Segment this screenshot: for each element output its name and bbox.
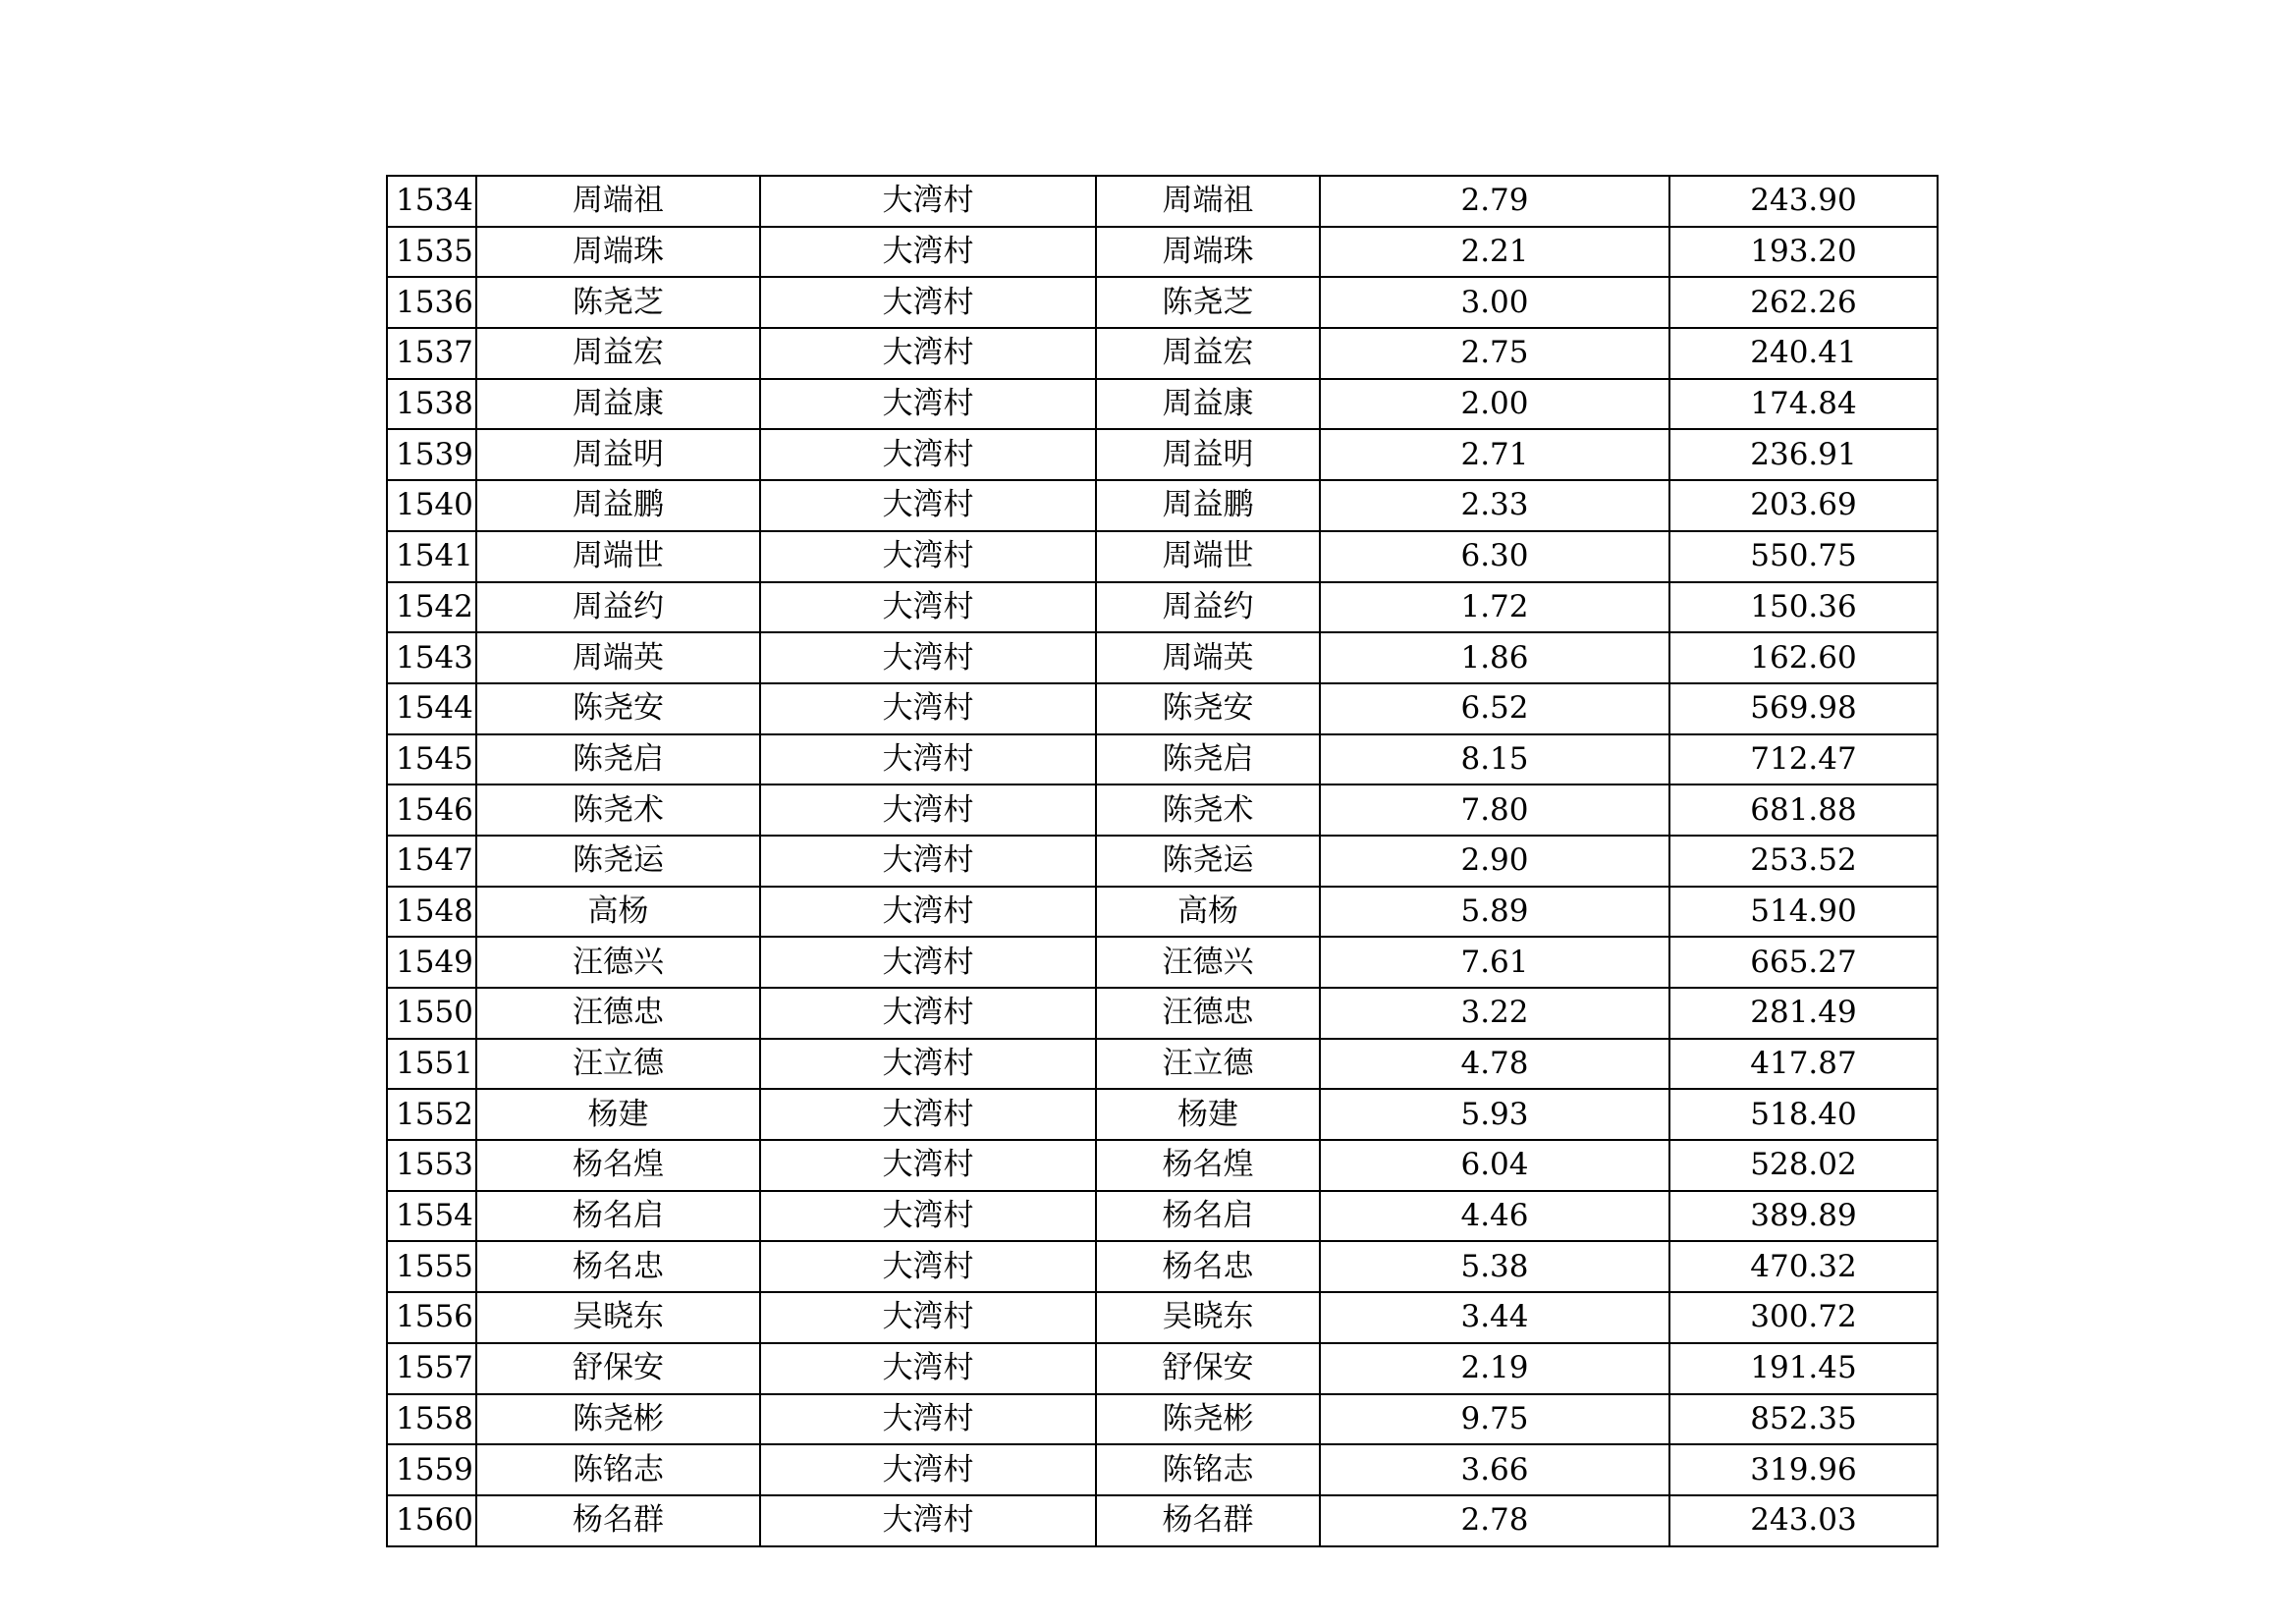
table-row: [387, 1292, 1938, 1343]
area-cell: 2.79: [1320, 176, 1669, 227]
table-row: [387, 784, 1938, 836]
village-cell: 大湾村: [760, 531, 1096, 582]
table-row: [387, 1140, 1938, 1191]
village-cell: 大湾村: [760, 937, 1096, 988]
row-number-cell: 1560: [387, 1495, 476, 1546]
amount-cell: 162.60: [1669, 632, 1938, 683]
name-cell: 陈尧术: [476, 784, 760, 836]
holder-cell: 高杨: [1096, 887, 1320, 938]
village-cell: 大湾村: [760, 734, 1096, 785]
table-row: [387, 1089, 1938, 1140]
holder-cell: 汪立德: [1096, 1039, 1320, 1090]
table-row: [387, 1394, 1938, 1445]
row-number-cell: 1555: [387, 1241, 476, 1292]
table-row: [387, 429, 1938, 480]
area-cell: 9.75: [1320, 1394, 1669, 1445]
row-number-cell: 1545: [387, 734, 476, 785]
name-cell: 杨建: [476, 1089, 760, 1140]
amount-cell: 243.03: [1669, 1495, 1938, 1546]
name-cell: 周益鹏: [476, 480, 760, 531]
area-cell: 2.21: [1320, 227, 1669, 278]
holder-cell: 汪德忠: [1096, 988, 1320, 1039]
holder-cell: 周益康: [1096, 379, 1320, 430]
row-number-cell: 1535: [387, 227, 476, 278]
village-cell: 大湾村: [760, 784, 1096, 836]
area-cell: 6.04: [1320, 1140, 1669, 1191]
row-number-cell: 1559: [387, 1444, 476, 1495]
table-row: [387, 937, 1938, 988]
village-cell: 大湾村: [760, 582, 1096, 633]
village-cell: 大湾村: [760, 683, 1096, 734]
amount-cell: 569.98: [1669, 683, 1938, 734]
name-cell: 陈尧安: [476, 683, 760, 734]
row-number-cell: 1537: [387, 328, 476, 379]
table-row: [387, 1343, 1938, 1394]
holder-cell: 吴晓东: [1096, 1292, 1320, 1343]
area-cell: 2.33: [1320, 480, 1669, 531]
village-cell: 大湾村: [760, 176, 1096, 227]
row-number-cell: 1538: [387, 379, 476, 430]
amount-cell: 150.36: [1669, 582, 1938, 633]
area-cell: 3.22: [1320, 988, 1669, 1039]
village-cell: 大湾村: [760, 1495, 1096, 1546]
village-cell: 大湾村: [760, 1444, 1096, 1495]
area-cell: 1.86: [1320, 632, 1669, 683]
name-cell: 高杨: [476, 887, 760, 938]
amount-cell: 319.96: [1669, 1444, 1938, 1495]
holder-cell: 周端祖: [1096, 176, 1320, 227]
village-cell: 大湾村: [760, 277, 1096, 328]
amount-cell: 203.69: [1669, 480, 1938, 531]
area-cell: 8.15: [1320, 734, 1669, 785]
amount-cell: 852.35: [1669, 1394, 1938, 1445]
name-cell: 杨名忠: [476, 1241, 760, 1292]
holder-cell: 周端世: [1096, 531, 1320, 582]
amount-cell: 712.47: [1669, 734, 1938, 785]
area-cell: 1.72: [1320, 582, 1669, 633]
village-cell: 大湾村: [760, 328, 1096, 379]
name-cell: 周端英: [476, 632, 760, 683]
area-cell: 4.78: [1320, 1039, 1669, 1090]
area-cell: 4.46: [1320, 1191, 1669, 1242]
name-cell: 汪德忠: [476, 988, 760, 1039]
row-number-cell: 1557: [387, 1343, 476, 1394]
holder-cell: 杨名煌: [1096, 1140, 1320, 1191]
amount-cell: 389.89: [1669, 1191, 1938, 1242]
row-number-cell: 1547: [387, 836, 476, 887]
holder-cell: 周益明: [1096, 429, 1320, 480]
area-cell: 3.00: [1320, 277, 1669, 328]
row-number-cell: 1551: [387, 1039, 476, 1090]
holder-cell: 陈尧安: [1096, 683, 1320, 734]
name-cell: 周端祖: [476, 176, 760, 227]
name-cell: 陈尧启: [476, 734, 760, 785]
amount-cell: 281.49: [1669, 988, 1938, 1039]
data-table: [386, 175, 1939, 1547]
table-row: [387, 227, 1938, 278]
village-cell: 大湾村: [760, 1089, 1096, 1140]
village-cell: 大湾村: [760, 887, 1096, 938]
row-number-cell: 1536: [387, 277, 476, 328]
area-cell: 5.93: [1320, 1089, 1669, 1140]
table-row: [387, 632, 1938, 683]
name-cell: 周益康: [476, 379, 760, 430]
row-number-cell: 1548: [387, 887, 476, 938]
table-row: [387, 734, 1938, 785]
holder-cell: 舒保安: [1096, 1343, 1320, 1394]
table-row: [387, 1039, 1938, 1090]
village-cell: 大湾村: [760, 1292, 1096, 1343]
amount-cell: 518.40: [1669, 1089, 1938, 1140]
table-body: [387, 176, 1938, 1546]
holder-cell: 陈尧术: [1096, 784, 1320, 836]
amount-cell: 262.26: [1669, 277, 1938, 328]
area-cell: 2.71: [1320, 429, 1669, 480]
row-number-cell: 1556: [387, 1292, 476, 1343]
holder-cell: 周端珠: [1096, 227, 1320, 278]
holder-cell: 陈尧启: [1096, 734, 1320, 785]
village-cell: 大湾村: [760, 836, 1096, 887]
amount-cell: 470.32: [1669, 1241, 1938, 1292]
name-cell: 周益宏: [476, 328, 760, 379]
table-row: [387, 582, 1938, 633]
table-row: [387, 887, 1938, 938]
holder-cell: 陈铭志: [1096, 1444, 1320, 1495]
area-cell: 6.52: [1320, 683, 1669, 734]
holder-cell: 周端英: [1096, 632, 1320, 683]
table-row: [387, 1191, 1938, 1242]
row-number-cell: 1542: [387, 582, 476, 633]
holder-cell: 杨建: [1096, 1089, 1320, 1140]
name-cell: 周益约: [476, 582, 760, 633]
village-cell: 大湾村: [760, 1191, 1096, 1242]
table-row: [387, 988, 1938, 1039]
area-cell: 6.30: [1320, 531, 1669, 582]
name-cell: 陈尧芝: [476, 277, 760, 328]
area-cell: 3.66: [1320, 1444, 1669, 1495]
area-cell: 2.00: [1320, 379, 1669, 430]
row-number-cell: 1541: [387, 531, 476, 582]
row-number-cell: 1539: [387, 429, 476, 480]
name-cell: 陈尧运: [476, 836, 760, 887]
amount-cell: 417.87: [1669, 1039, 1938, 1090]
village-cell: 大湾村: [760, 1394, 1096, 1445]
area-cell: 2.78: [1320, 1495, 1669, 1546]
row-number-cell: 1540: [387, 480, 476, 531]
amount-cell: 665.27: [1669, 937, 1938, 988]
holder-cell: 陈尧彬: [1096, 1394, 1320, 1445]
row-number-cell: 1550: [387, 988, 476, 1039]
area-cell: 2.19: [1320, 1343, 1669, 1394]
row-number-cell: 1546: [387, 784, 476, 836]
amount-cell: 236.91: [1669, 429, 1938, 480]
name-cell: 杨名群: [476, 1495, 760, 1546]
holder-cell: 杨名群: [1096, 1495, 1320, 1546]
name-cell: 汪德兴: [476, 937, 760, 988]
row-number-cell: 1552: [387, 1089, 476, 1140]
table-row: [387, 277, 1938, 328]
area-cell: 7.80: [1320, 784, 1669, 836]
amount-cell: 514.90: [1669, 887, 1938, 938]
village-cell: 大湾村: [760, 227, 1096, 278]
table-row: [387, 683, 1938, 734]
area-cell: 3.44: [1320, 1292, 1669, 1343]
name-cell: 吴晓东: [476, 1292, 760, 1343]
village-cell: 大湾村: [760, 1140, 1096, 1191]
holder-cell: 杨名启: [1096, 1191, 1320, 1242]
amount-cell: 550.75: [1669, 531, 1938, 582]
name-cell: 杨名煌: [476, 1140, 760, 1191]
village-cell: 大湾村: [760, 429, 1096, 480]
table-row: [387, 531, 1938, 582]
amount-cell: 681.88: [1669, 784, 1938, 836]
table-row: [387, 1241, 1938, 1292]
table-row: [387, 836, 1938, 887]
row-number-cell: 1544: [387, 683, 476, 734]
area-cell: 2.90: [1320, 836, 1669, 887]
holder-cell: 周益鹏: [1096, 480, 1320, 531]
village-cell: 大湾村: [760, 988, 1096, 1039]
holder-cell: 周益约: [1096, 582, 1320, 633]
holder-cell: 陈尧运: [1096, 836, 1320, 887]
row-number-cell: 1558: [387, 1394, 476, 1445]
name-cell: 陈尧彬: [476, 1394, 760, 1445]
holder-cell: 汪德兴: [1096, 937, 1320, 988]
row-number-cell: 1549: [387, 937, 476, 988]
name-cell: 周益明: [476, 429, 760, 480]
name-cell: 陈铭志: [476, 1444, 760, 1495]
table-row: [387, 1495, 1938, 1546]
amount-cell: 253.52: [1669, 836, 1938, 887]
name-cell: 周端世: [476, 531, 760, 582]
village-cell: 大湾村: [760, 1039, 1096, 1090]
village-cell: 大湾村: [760, 632, 1096, 683]
row-number-cell: 1554: [387, 1191, 476, 1242]
name-cell: 周端珠: [476, 227, 760, 278]
area-cell: 5.89: [1320, 887, 1669, 938]
amount-cell: 528.02: [1669, 1140, 1938, 1191]
area-cell: 7.61: [1320, 937, 1669, 988]
amount-cell: 191.45: [1669, 1343, 1938, 1394]
table-row: [387, 1444, 1938, 1495]
holder-cell: 周益宏: [1096, 328, 1320, 379]
village-cell: 大湾村: [760, 379, 1096, 430]
amount-cell: 240.41: [1669, 328, 1938, 379]
village-cell: 大湾村: [760, 1241, 1096, 1292]
amount-cell: 243.90: [1669, 176, 1938, 227]
table-row: [387, 328, 1938, 379]
table-row: [387, 480, 1938, 531]
table-row: [387, 176, 1938, 227]
row-number-cell: 1534: [387, 176, 476, 227]
table-row: [387, 379, 1938, 430]
name-cell: 汪立德: [476, 1039, 760, 1090]
row-number-cell: 1543: [387, 632, 476, 683]
amount-cell: 193.20: [1669, 227, 1938, 278]
area-cell: 5.38: [1320, 1241, 1669, 1292]
holder-cell: 杨名忠: [1096, 1241, 1320, 1292]
name-cell: 杨名启: [476, 1191, 760, 1242]
amount-cell: 174.84: [1669, 379, 1938, 430]
area-cell: 2.75: [1320, 328, 1669, 379]
amount-cell: 300.72: [1669, 1292, 1938, 1343]
row-number-cell: 1553: [387, 1140, 476, 1191]
name-cell: 舒保安: [476, 1343, 760, 1394]
village-cell: 大湾村: [760, 1343, 1096, 1394]
village-cell: 大湾村: [760, 480, 1096, 531]
holder-cell: 陈尧芝: [1096, 277, 1320, 328]
